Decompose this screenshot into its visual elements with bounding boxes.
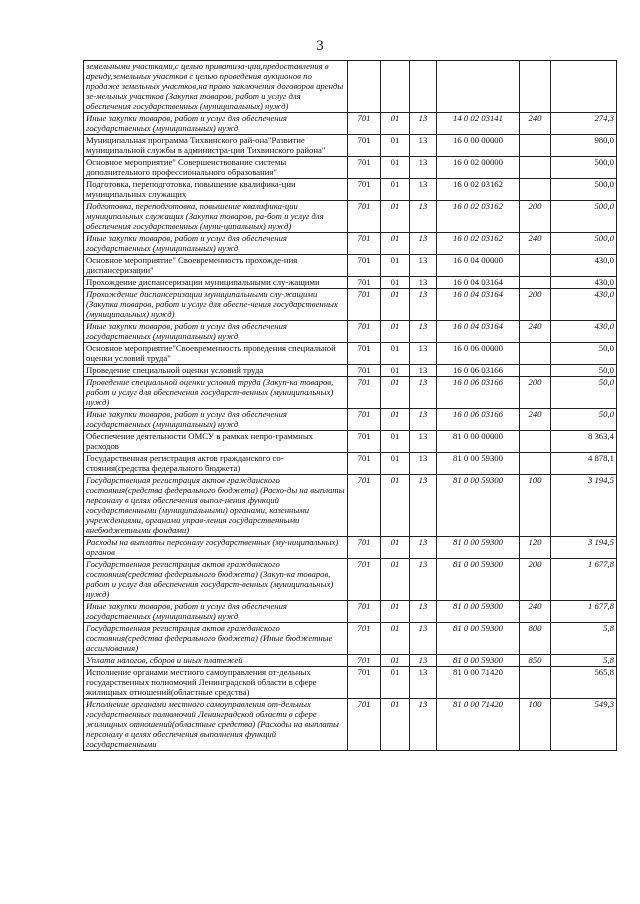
row-ministry-code: 701: [348, 113, 381, 135]
table-row: [84, 537, 617, 559]
row-name: Исполнение органами местного самоуправления от-дельных государственных полномочий Ленинградской области в сфере жилищных отношений(областные средства) (Расходы на выплаты персоналу в целях обеспечения выполнения функций государственными: [84, 699, 348, 751]
row-expense-type: 240: [520, 321, 551, 343]
row-section-code: 01: [381, 277, 410, 289]
row-expense-type: [520, 179, 551, 201]
row-subsection-code: 13: [410, 365, 437, 377]
row-ministry-code: 701: [348, 475, 381, 537]
row-subsection-code: 13: [410, 537, 437, 559]
page-number: 3: [316, 38, 324, 54]
row-expense-type: [520, 343, 551, 365]
table-row: [84, 321, 617, 343]
row-amount: 1 677,8: [551, 601, 617, 623]
row-subsection-code: 13: [410, 623, 437, 655]
row-ministry-code: 701: [348, 179, 381, 201]
row-expense-type: [520, 255, 551, 277]
row-ministry-code: 701: [348, 201, 381, 233]
row-section-code: 01: [381, 113, 410, 135]
row-section-code: 01: [381, 431, 410, 453]
table-row: [84, 179, 617, 201]
row-name: Иные закупки товаров, работ и услуг для обеспечения государственных (муниципальных) нужд: [84, 113, 348, 135]
row-name: Муниципальная программа Тихвинского рай-она"Развитие муниципальной службы в администра-ции Тихвинского района": [84, 135, 348, 157]
row-ministry-code: 701: [348, 289, 381, 321]
row-name: Государственная регистрация актов гражданского состояния(средства федерального бюджета) (Закуп-ка товаров, работ и услуг для обеспечения государст-венных (муниципальных) нужд): [84, 559, 348, 601]
row-amount: 500,0: [551, 201, 617, 233]
row-amount: 3 194,5: [551, 537, 617, 559]
row-name: Проведение специальной оценки условий труда (Закуп-ка товаров, работ и услуг для обеспечения государст-венных (муниципальных) нужд): [84, 377, 348, 409]
row-section-code: 01: [381, 377, 410, 409]
row-subsection-code: 13: [410, 233, 437, 255]
row-ministry-code: 701: [348, 157, 381, 179]
row-target-article: 16 0 06 03166: [437, 377, 520, 409]
row-target-article: 81 0 00 00000: [437, 431, 520, 453]
row-amount: 565,8: [551, 667, 617, 699]
row-section-code: [381, 61, 410, 113]
row-expense-type: [520, 61, 551, 113]
row-subsection-code: 13: [410, 255, 437, 277]
row-ministry-code: 701: [348, 321, 381, 343]
row-expense-type: 100: [520, 475, 551, 537]
row-target-article: 81 0 00 71420: [437, 699, 520, 751]
row-target-article: 16 0 00 00000: [437, 135, 520, 157]
row-subsection-code: 13: [410, 475, 437, 537]
row-expense-type: 200: [520, 289, 551, 321]
table-row: [84, 157, 617, 179]
row-ministry-code: 701: [348, 343, 381, 365]
row-target-article: 16 0 04 00000: [437, 255, 520, 277]
row-expense-type: [520, 277, 551, 289]
row-amount: 8 363,4: [551, 431, 617, 453]
row-section-code: 01: [381, 537, 410, 559]
row-subsection-code: 13: [410, 409, 437, 431]
row-target-article: 81 0 00 59300: [437, 559, 520, 601]
row-subsection-code: 13: [410, 157, 437, 179]
row-expense-type: 200: [520, 201, 551, 233]
row-section-code: 01: [381, 179, 410, 201]
row-amount: 500,0: [551, 233, 617, 255]
row-target-article: 81 0 00 59300: [437, 623, 520, 655]
row-amount: 430,0: [551, 321, 617, 343]
row-ministry-code: 701: [348, 377, 381, 409]
table-row: [84, 667, 617, 699]
row-name: Уплата налогов, сборов и иных платежей: [84, 655, 348, 667]
row-name: Основное мероприятие" Своевременность прохожде-ния диспансеризации": [84, 255, 348, 277]
row-section-code: 01: [381, 559, 410, 601]
row-name: Подготовка, переподготовка, повышение квалифика-ции муниципальных служащих (Закупка товаров, ра-бот и услуг для обеспечения государственных (муни-ципальных) нужд): [84, 201, 348, 233]
row-expense-type: 240: [520, 233, 551, 255]
row-name: Прохождение диспансеризации муниципальными слу-жащими (Закупка товаров, работ и услуг для обеспе-чения государственных (муниципальных) нужд): [84, 289, 348, 321]
row-target-article: 16 0 02 03162: [437, 201, 520, 233]
row-section-code: 01: [381, 289, 410, 321]
table-row: [84, 601, 617, 623]
row-ministry-code: 701: [348, 431, 381, 453]
row-expense-type: 200: [520, 559, 551, 601]
row-target-article: 16 0 04 03164: [437, 289, 520, 321]
row-section-code: 01: [381, 655, 410, 667]
row-amount: 430,0: [551, 289, 617, 321]
row-expense-type: [520, 431, 551, 453]
row-subsection-code: 13: [410, 113, 437, 135]
row-name: Основное мероприятие" Совершенствование системы дополнительного профессионального образования": [84, 157, 348, 179]
table-row: [84, 135, 617, 157]
table-row: [84, 699, 617, 751]
row-ministry-code: 701: [348, 559, 381, 601]
row-amount: 50,0: [551, 409, 617, 431]
table-row: [84, 277, 617, 289]
row-target-article: 16 0 02 00000: [437, 157, 520, 179]
row-name: Иные закупки товаров, работ и услуг для обеспечения государственных (муниципальных) нужд: [84, 321, 348, 343]
row-expense-type: 100: [520, 699, 551, 751]
row-section-code: 01: [381, 157, 410, 179]
row-section-code: 01: [381, 343, 410, 365]
row-name: земельными участками,с целью приватиза-ции,предоставления в аренду,земельных участков с целью проведения аукционов по продаже земельных участков,на право заключения договоров аренды зе-мельных участков (Закупка товаров, работ и услуг для обеспечения государственных (муниципальных) нужд): [84, 61, 348, 113]
row-expense-type: [520, 667, 551, 699]
row-expense-type: 800: [520, 623, 551, 655]
row-target-article: 81 0 00 59300: [437, 475, 520, 537]
row-target-article: 16 0 04 03164: [437, 321, 520, 343]
row-ministry-code: 701: [348, 453, 381, 475]
row-target-article: 81 0 00 59300: [437, 453, 520, 475]
row-expense-type: [520, 365, 551, 377]
row-name: Обеспечение деятельности ОМСУ в рамках непро-граммных расходов: [84, 431, 348, 453]
row-expense-type: [520, 453, 551, 475]
row-subsection-code: 13: [410, 179, 437, 201]
row-subsection-code: 13: [410, 559, 437, 601]
row-subsection-code: 13: [410, 321, 437, 343]
row-target-article: 16 0 06 00000: [437, 343, 520, 365]
row-subsection-code: 13: [410, 277, 437, 289]
row-subsection-code: 13: [410, 431, 437, 453]
table-row: [84, 559, 617, 601]
row-amount: 5,8: [551, 623, 617, 655]
table-row: [84, 255, 617, 277]
row-expense-type: 200: [520, 377, 551, 409]
row-name: Подготовка, переподготовка, повышение квалифика-ции муниципальных служащих: [84, 179, 348, 201]
row-amount: 5,8: [551, 655, 617, 667]
row-ministry-code: 701: [348, 277, 381, 289]
row-amount: 549,3: [551, 699, 617, 751]
row-subsection-code: 13: [410, 377, 437, 409]
row-amount: 274,3: [551, 113, 617, 135]
row-subsection-code: [410, 61, 437, 113]
row-target-article: 16 0 06 03166: [437, 365, 520, 377]
row-name: Исполнение органами местного самоуправления от-дельных государственных полномочий Ленинградской области в сфере жилищных отношений(областные средства): [84, 667, 348, 699]
row-name: Расходы на выплаты персоналу государственных (му-ниципальных) органов: [84, 537, 348, 559]
row-amount: 50,0: [551, 377, 617, 409]
row-subsection-code: 13: [410, 667, 437, 699]
row-target-article: 14 0 02 03141: [437, 113, 520, 135]
row-amount: 500,0: [551, 157, 617, 179]
row-amount: 1 677,8: [551, 559, 617, 601]
row-ministry-code: [348, 61, 381, 113]
row-subsection-code: 13: [410, 135, 437, 157]
row-ministry-code: 701: [348, 667, 381, 699]
row-target-article: 16 0 06 03166: [437, 409, 520, 431]
row-section-code: 01: [381, 699, 410, 751]
row-section-code: 01: [381, 453, 410, 475]
row-amount: 50,0: [551, 365, 617, 377]
row-section-code: 01: [381, 365, 410, 377]
row-ministry-code: 701: [348, 135, 381, 157]
row-target-article: 81 0 00 59300: [437, 537, 520, 559]
table-row: [84, 365, 617, 377]
table-row: [84, 343, 617, 365]
row-amount: 430,0: [551, 255, 617, 277]
row-ministry-code: 701: [348, 233, 381, 255]
table-row: [84, 623, 617, 655]
row-ministry-code: 701: [348, 655, 381, 667]
row-name: Проведение специальной оценки условий труда: [84, 365, 348, 377]
row-expense-type: 240: [520, 409, 551, 431]
row-expense-type: 120: [520, 537, 551, 559]
row-amount: 430,0: [551, 277, 617, 289]
row-name: Государственная регистрация актов гражданского со-стояния(средства федерального бюджета): [84, 453, 348, 475]
row-target-article: 81 0 00 59300: [437, 601, 520, 623]
row-name: Иные закупки товаров, работ и услуг для обеспечения государственных (муниципальных) нужд: [84, 233, 348, 255]
row-expense-type: 240: [520, 601, 551, 623]
row-ministry-code: 701: [348, 365, 381, 377]
table-row: [84, 409, 617, 431]
row-section-code: 01: [381, 321, 410, 343]
row-target-article: 81 0 00 59300: [437, 655, 520, 667]
row-amount: 50,0: [551, 343, 617, 365]
row-expense-type: 240: [520, 113, 551, 135]
row-expense-type: 850: [520, 655, 551, 667]
row-section-code: 01: [381, 409, 410, 431]
row-target-article: [437, 61, 520, 113]
row-section-code: 01: [381, 667, 410, 699]
row-amount: 3 194,5: [551, 475, 617, 537]
row-name: Иные закупки товаров, работ и услуг для обеспечения государственных (муниципальных) нужд: [84, 601, 348, 623]
row-section-code: 01: [381, 623, 410, 655]
table-row: [84, 289, 617, 321]
budget-table: [83, 60, 617, 751]
row-ministry-code: 701: [348, 409, 381, 431]
row-section-code: 01: [381, 255, 410, 277]
row-amount: [551, 61, 617, 113]
row-name: Прохождение диспансеризации муниципальными слу-жащими: [84, 277, 348, 289]
row-target-article: 16 0 04 03164: [437, 277, 520, 289]
table-row: [84, 233, 617, 255]
row-target-article: 16 0 02 03162: [437, 179, 520, 201]
row-ministry-code: 701: [348, 601, 381, 623]
row-ministry-code: 701: [348, 699, 381, 751]
table-row: [84, 377, 617, 409]
table-row: [84, 453, 617, 475]
table-row: [84, 431, 617, 453]
row-subsection-code: 13: [410, 601, 437, 623]
row-amount: 980,0: [551, 135, 617, 157]
row-subsection-code: 13: [410, 343, 437, 365]
row-target-article: 16 0 02 03162: [437, 233, 520, 255]
row-section-code: 01: [381, 135, 410, 157]
row-ministry-code: 701: [348, 623, 381, 655]
row-section-code: 01: [381, 201, 410, 233]
row-ministry-code: 701: [348, 537, 381, 559]
row-section-code: 01: [381, 233, 410, 255]
row-name: Иные закупки товаров, работ и услуг для обеспечения государственных (муниципальных) нужд: [84, 409, 348, 431]
row-expense-type: [520, 135, 551, 157]
table-row: [84, 201, 617, 233]
row-amount: 4 878,1: [551, 453, 617, 475]
row-name: Государственная регистрация актов гражданского состояния(средства федерального бюджета) (Расхо-ды на выплаты персоналу в целях обеспечения выпол-нения функций государственными (муниципальными) органами, казенными учреждениями, органами управ-ления государственными внебюджетными фондами): [84, 475, 348, 537]
row-ministry-code: 701: [348, 255, 381, 277]
row-subsection-code: 13: [410, 699, 437, 751]
row-subsection-code: 13: [410, 655, 437, 667]
row-name: Основное мероприятие"Своевременность проведения специальной оценки условий труда": [84, 343, 348, 365]
table-row: [84, 113, 617, 135]
table-row: [84, 655, 617, 667]
row-target-article: 81 0 00 71420: [437, 667, 520, 699]
table-row: [84, 61, 617, 113]
row-section-code: 01: [381, 475, 410, 537]
row-subsection-code: 13: [410, 289, 437, 321]
row-subsection-code: 13: [410, 453, 437, 475]
row-subsection-code: 13: [410, 201, 437, 233]
row-amount: 500,0: [551, 179, 617, 201]
row-expense-type: [520, 157, 551, 179]
row-section-code: 01: [381, 601, 410, 623]
table-row: [84, 475, 617, 537]
row-name: Государственная регистрация актов гражданского состояния(средства федерального бюджета) (Иные бюджетные ассигнования): [84, 623, 348, 655]
